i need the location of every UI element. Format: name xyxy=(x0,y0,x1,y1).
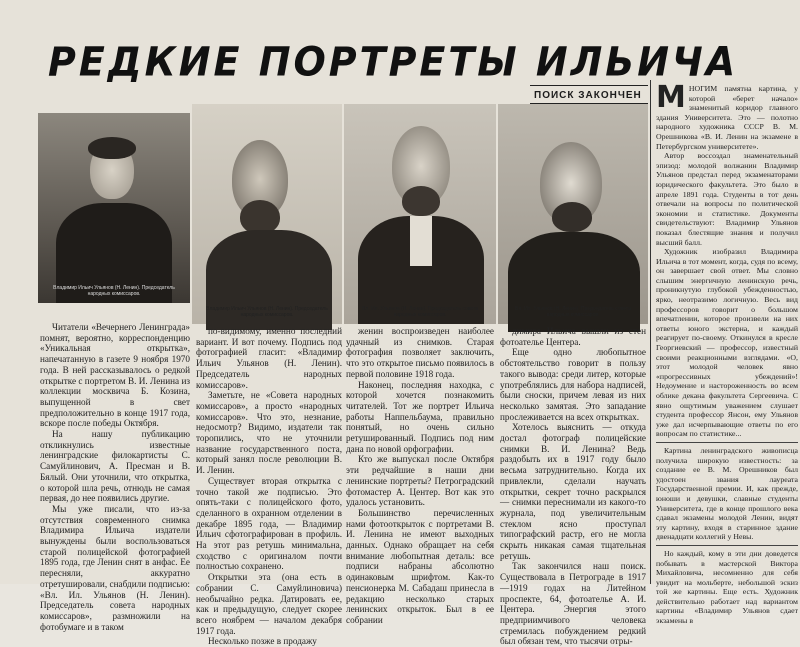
sidebar-paragraph: Но каждый, кому в эти дни доведется побывать в мастерской Виктора Михайловича, несомненно для себя увидит на мольберте, небольшой эскиз той же картины. Еще есть. Художник действительно работает над вариантом картины «Владимир Ульянов сдает экзамены в xyxy=(656,548,798,626)
article-column-3 xyxy=(346,326,494,625)
article-paragraph: На нашу публикацию откликнулись известные ленинградские филокартисты С. Самуйлинович, А. Пресман и В. Бялый. Они уточнили, что открытка, о которой шла речь, отнюдь не самая первая, до нее появились другие. xyxy=(40,429,190,504)
article-paragraph: Заметьте, не «Совета народных комиссаров», а просто «народных комиссаров». Что это, незнание, недосмотр? Видимо, издатели так торопились, что не уточнили название государственного поста, который занял после революции В. И. Ленин. xyxy=(196,390,342,476)
article-paragraph: Открытки эта (она есть в собрании С. Самуйлиновича) необычайно редка. Датировать ее, как и предыдущую, следует скорее всего ноябрем — началом декабря 1917 года. xyxy=(196,572,342,636)
article-column-4 xyxy=(500,326,646,647)
portrait-photo-3 xyxy=(344,104,496,324)
sidebar-separator xyxy=(656,545,798,546)
article-paragraph: женин воспроизведен наиболее удачный из снимков. Старая фотография позволяет заключить, что это открытое письмо появилось в первой половине 1918 года. xyxy=(346,326,494,379)
photo-caption: Вл. Ил. Ульянов (Н. Ленин). Председатель совета народных комиссаров. xyxy=(515,306,631,318)
sidebar-paragraph: Картина ленинградского живописца получила широкую известность: за создание ее В. М. Орешников был удостоен звания лауреата Государственной премии. И, как прежде, юноши и девушки, славные студенты Университета, где в конце прошлого века сдавал экзамены молодой Ленин, видят эту картину, входя в старинное здание двенадцати коллегий у Невы. xyxy=(656,445,798,542)
photo-caption: Владимир Ильич Ульянов (Н. Ленин). Председатель народных комиссаров. xyxy=(206,306,328,318)
article-paragraph: Мы уже писали, что из-за отсутствия современного снимка Владимира Ильича издатели вынуждены были воспользоваться старой полицейской фотографией 1895 года, где Ленин снят в анфас. Ее пересняли, аккуратно отретушировали, снабдили подписью: «Вл. Ил. Ульянов (Н. Ленин). Председатель совета народных комиссаров», размножили на фотобумаге и в таком xyxy=(40,503,190,632)
article-paragraph: по-видимому, именно последний вариант. И вот почему. Подпись под фотографией гласит: «Владимир Ильич Ульянов (Н. Ленин). Председатель народных комиссаров». xyxy=(196,326,342,390)
kicker-rule-top xyxy=(530,85,648,86)
article-column-2 xyxy=(196,326,342,647)
portrait-photo-4 xyxy=(498,104,648,324)
article-paragraph: Так закончился наш поиск. Существовала в Петрограде в 1917—1919 годах на Литейном проспекте, 64, фотоателье А. И. Центера. Энергия этого предприимчивого человека стремилась побуждением редкий был обязан тем, что тысячи отры- xyxy=(500,561,646,647)
article-paragraph: Хотелось выяснить — откуда достал фотограф полицейские снимки В. И. Ленина? Ведь раздобыть их в 1917 году было весьма затруднительно. Когда их привлекли, сделали научать открытки, секрет точно раскрылся — снимки переснимали из какого-то журнала, под увеличительным стеклом ясно проступал типографский растр, его не могла скрыть никакая самая тщательная ретушь. xyxy=(500,422,646,561)
sidebar-paragraph: НОГИМ памятна картина, у которой «берет начало» знаменитый коридор главного здания Университета. Это — полотно народного художника СССР В. М. Орешникова «В. И. Ленин на экзамене в Петербургском университете». xyxy=(656,84,798,151)
article-paragraph: Еще одно любопытное обстоятельство говорит в пользу такого вывода: среди литер, которые употреблялись для набора надписей, были сноски, причем левая из них несколько замятая. Это западание прослеживается на всех открытках. xyxy=(500,347,646,422)
article-paragraph: Наконец, последняя находка, с которой хочется познакомить читателей. Тот же портрет Ильича работы Наппельбаума, правильно понятый, но очень сильно ретушированный. Подпись под ним дана по новой орфографии. xyxy=(346,379,494,454)
drop-cap: М xyxy=(656,80,686,115)
portrait-photo-2 xyxy=(192,104,342,324)
sidebar-separator xyxy=(656,442,798,443)
sidebar-article xyxy=(656,80,798,626)
sidebar-paragraph: Автор воссоздал знаменательный эпизод: молодой волжанин Владимир Ульянов предстал перед экзаменаторами юридического факультета. Это было в апреле 1891 года. Студенты в тот день отвечали на вопросы по политической экономии и статистике. Документы свидетельствуют: Владимир Ульянов показал блестящие знания и получил высший балл. xyxy=(656,151,798,247)
article-column-1 xyxy=(40,322,190,632)
article-paragraph: Большинство перечисленных нами фотооткрыток с портретами В. И. Ленина не имеют выходных данных. Однако обращает на себя внимание любопытная деталь: все подписи набраны абсолютно одинаковым шрифтом. Как-то пенсионерка М. Сабадаш принесла в редакцию несколько старых ленинских открыток. Был в ее собрании xyxy=(346,507,494,625)
article-paragraph: Существует вторая открытка с точно такой же подписью. Это опять-таки с полицейского фото, сделанного в охранном отделении в декабре 1895 года, — Владимир Ильич сфотографирован в профиль. На этот раз ретушь минимальна, сходство с оригиналом почти полностью сохранено. xyxy=(196,475,342,572)
article-paragraph: Несколько позже в продажу xyxy=(208,636,317,647)
article-paragraph: Читатели «Вечернего Ленинграда» помнят, вероятно, корреспонденцию «Уникальная открытка», напечатанную в газете 9 ноября 1970 года. В ней рассказывалось о редкой открытке с портретом В. И. Ленина из коллекции москвича Б. Козина, выпущенной в свет предположительно в конце 1917 года, вскоре после победы Октября. xyxy=(40,322,190,429)
headline: РЕДКИЕ ПОРТРЕТЫ ИЛЬИЧА xyxy=(48,38,739,86)
article-paragraph: Кто же выпускал после Октября эти редчайшие в наши дни ленинские портреты? Петроградский фотомастер А. Центер. Вот как это удалось установить. xyxy=(346,454,494,508)
portrait-photo-1 xyxy=(38,113,190,303)
article-paragraph: димира Ильича вышли из стен фотоателье Центера. xyxy=(500,326,646,347)
sidebar-paragraph: Художник изобразил Владимира Ильича в тот момент, когда, судя по всему, он завершает свой ответ. Мы словно слышим энергичную ленинскую речь, проникнутую глубокой убежденностью, ярко, неотразимо логичную. Весь вид профессоров говорит о большом впечатлении, которое произвели на них ответы юного экстерна, и каждый реагирует по-своему. Откинулся в кресле Георгиевский — профессор, известный своими реакционными взглядами. «О, этот молодой человек явно «прогрессивных убеждений»! Недоумение и настороженность во всем облике декана факультета Сергеевича. С явно ощутимым уважением слушает студента профессор Янсон, ему Ульянов уже дал исчерпывающие ответы по его вопросам по статистике... xyxy=(656,247,798,439)
photo-caption: Вл. Ил. Ульянов (Н. Ленин). Председатель совета народных комиссаров. xyxy=(362,306,478,318)
column-divider xyxy=(650,80,651,584)
photo-caption: Владимир Ильич Ульянов (Н. Ленин). Председатель народных комиссаров. xyxy=(53,285,175,297)
kicker: ПОИСК ЗАКОНЧЕН xyxy=(534,90,642,101)
